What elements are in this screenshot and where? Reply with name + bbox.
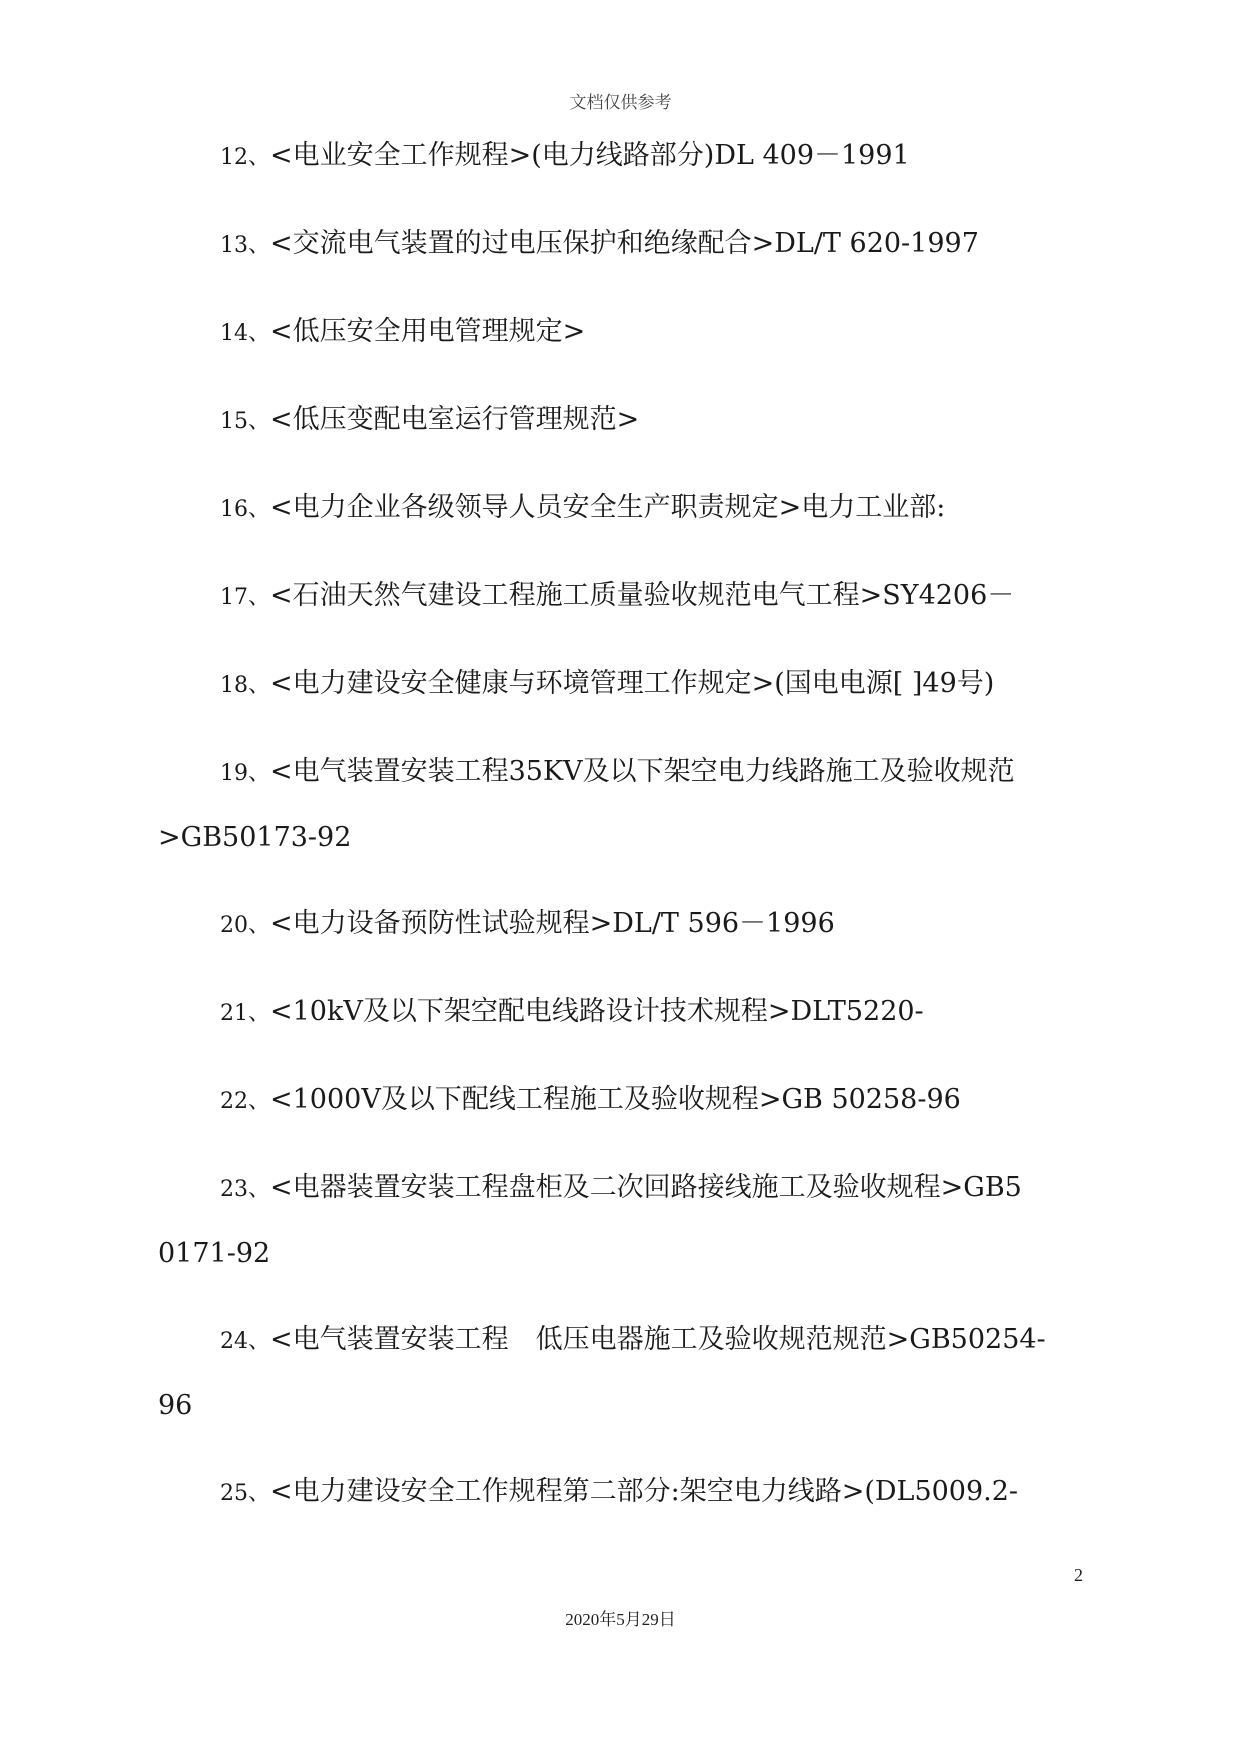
item-number: 22、 bbox=[220, 1089, 270, 1114]
page-header: 文档仅供参考 bbox=[569, 93, 672, 113]
list-item bbox=[158, 492, 1088, 526]
list-item-line bbox=[158, 140, 1088, 174]
item-text: <低压安全用电管理规定> bbox=[270, 316, 586, 347]
list-item bbox=[158, 996, 1088, 1030]
item-text: <1000V及以下配线工程施工及验收规程>GB 50258-96 bbox=[270, 1084, 961, 1115]
list-item-line bbox=[158, 1476, 1088, 1510]
item-number: 13、 bbox=[220, 233, 270, 258]
item-number: 12、 bbox=[220, 145, 270, 170]
page-number: 2 bbox=[1074, 1565, 1083, 1585]
item-text: <电力企业各级领导人员安全生产职责规定>电力工业部: bbox=[270, 492, 946, 523]
list-item-line bbox=[158, 668, 1088, 702]
list-item bbox=[158, 140, 1088, 174]
list-item-continuation: 0171-92 bbox=[158, 1238, 271, 1269]
item-number: 19、 bbox=[220, 761, 270, 786]
item-number: 14、 bbox=[220, 321, 270, 346]
item-number: 23、 bbox=[220, 1177, 270, 1202]
list-item-line bbox=[158, 756, 1088, 790]
list-item bbox=[158, 1324, 1088, 1422]
list-item-line bbox=[158, 228, 1088, 262]
list-item bbox=[158, 580, 1088, 614]
item-text: <石油天然气建设工程施工质量验收规范电气工程>SY4206－ bbox=[270, 580, 1015, 611]
list-item-line bbox=[158, 1172, 1088, 1206]
list-item bbox=[158, 756, 1088, 854]
list-item-continuation: 96 bbox=[158, 1390, 193, 1421]
item-text: <电器装置安装工程盘柜及二次回路接线施工及验收规程>GB5 bbox=[270, 1172, 1022, 1203]
list-item bbox=[158, 228, 1088, 262]
list-item-continuation: >GB50173-92 bbox=[158, 822, 352, 853]
item-number: 25、 bbox=[220, 1481, 270, 1506]
item-text: <低压变配电室运行管理规范> bbox=[270, 404, 640, 435]
page-footer-date: 2020年5月29日 bbox=[565, 1610, 676, 1629]
list-item bbox=[158, 1172, 1088, 1270]
item-number: 15、 bbox=[220, 409, 270, 434]
item-text: <电力设备预防性试验规程>DL/T 596－1996 bbox=[270, 908, 835, 939]
item-number: 16、 bbox=[220, 497, 270, 522]
list-item-line bbox=[158, 316, 1088, 350]
list-item-line bbox=[158, 492, 1088, 526]
list-item bbox=[158, 668, 1088, 702]
list-item bbox=[158, 404, 1088, 438]
item-number: 17、 bbox=[220, 585, 270, 610]
list-item-line bbox=[158, 404, 1088, 438]
list-item bbox=[158, 316, 1088, 350]
item-text: <交流电气装置的过电压保护和绝缘配合>DL/T 620-1997 bbox=[270, 228, 979, 259]
item-number: 21、 bbox=[220, 1001, 270, 1026]
list-item-line bbox=[158, 908, 1088, 942]
list-item-line bbox=[158, 580, 1088, 614]
item-text: <10kV及以下架空配电线路设计技术规程>DLT5220- bbox=[270, 996, 924, 1027]
item-text: <电气装置安装工程 低压电器施工及验收规范规范>GB50254- bbox=[270, 1324, 1046, 1355]
list-item bbox=[158, 908, 1088, 942]
item-text: <电力建设安全工作规程第二部分:架空电力线路>(DL5009.2- bbox=[270, 1476, 1019, 1507]
list-item bbox=[158, 1084, 1088, 1118]
item-number: 24、 bbox=[220, 1329, 270, 1354]
document-body bbox=[158, 140, 1088, 1510]
list-item-line bbox=[158, 1324, 1088, 1358]
list-item-line bbox=[158, 996, 1088, 1030]
item-text: <电气装置安装工程35KV及以下架空电力线路施工及验收规范 bbox=[270, 756, 1015, 787]
item-text: <电力建设安全健康与环境管理工作规定>(国电电源[ ]49号) bbox=[270, 668, 995, 699]
item-text: <电业安全工作规程>(电力线路部分)DL 409－1991 bbox=[270, 140, 910, 171]
list-item bbox=[158, 1476, 1088, 1510]
item-number: 18、 bbox=[220, 673, 270, 698]
item-number: 20、 bbox=[220, 913, 270, 938]
list-item-line bbox=[158, 1084, 1088, 1118]
